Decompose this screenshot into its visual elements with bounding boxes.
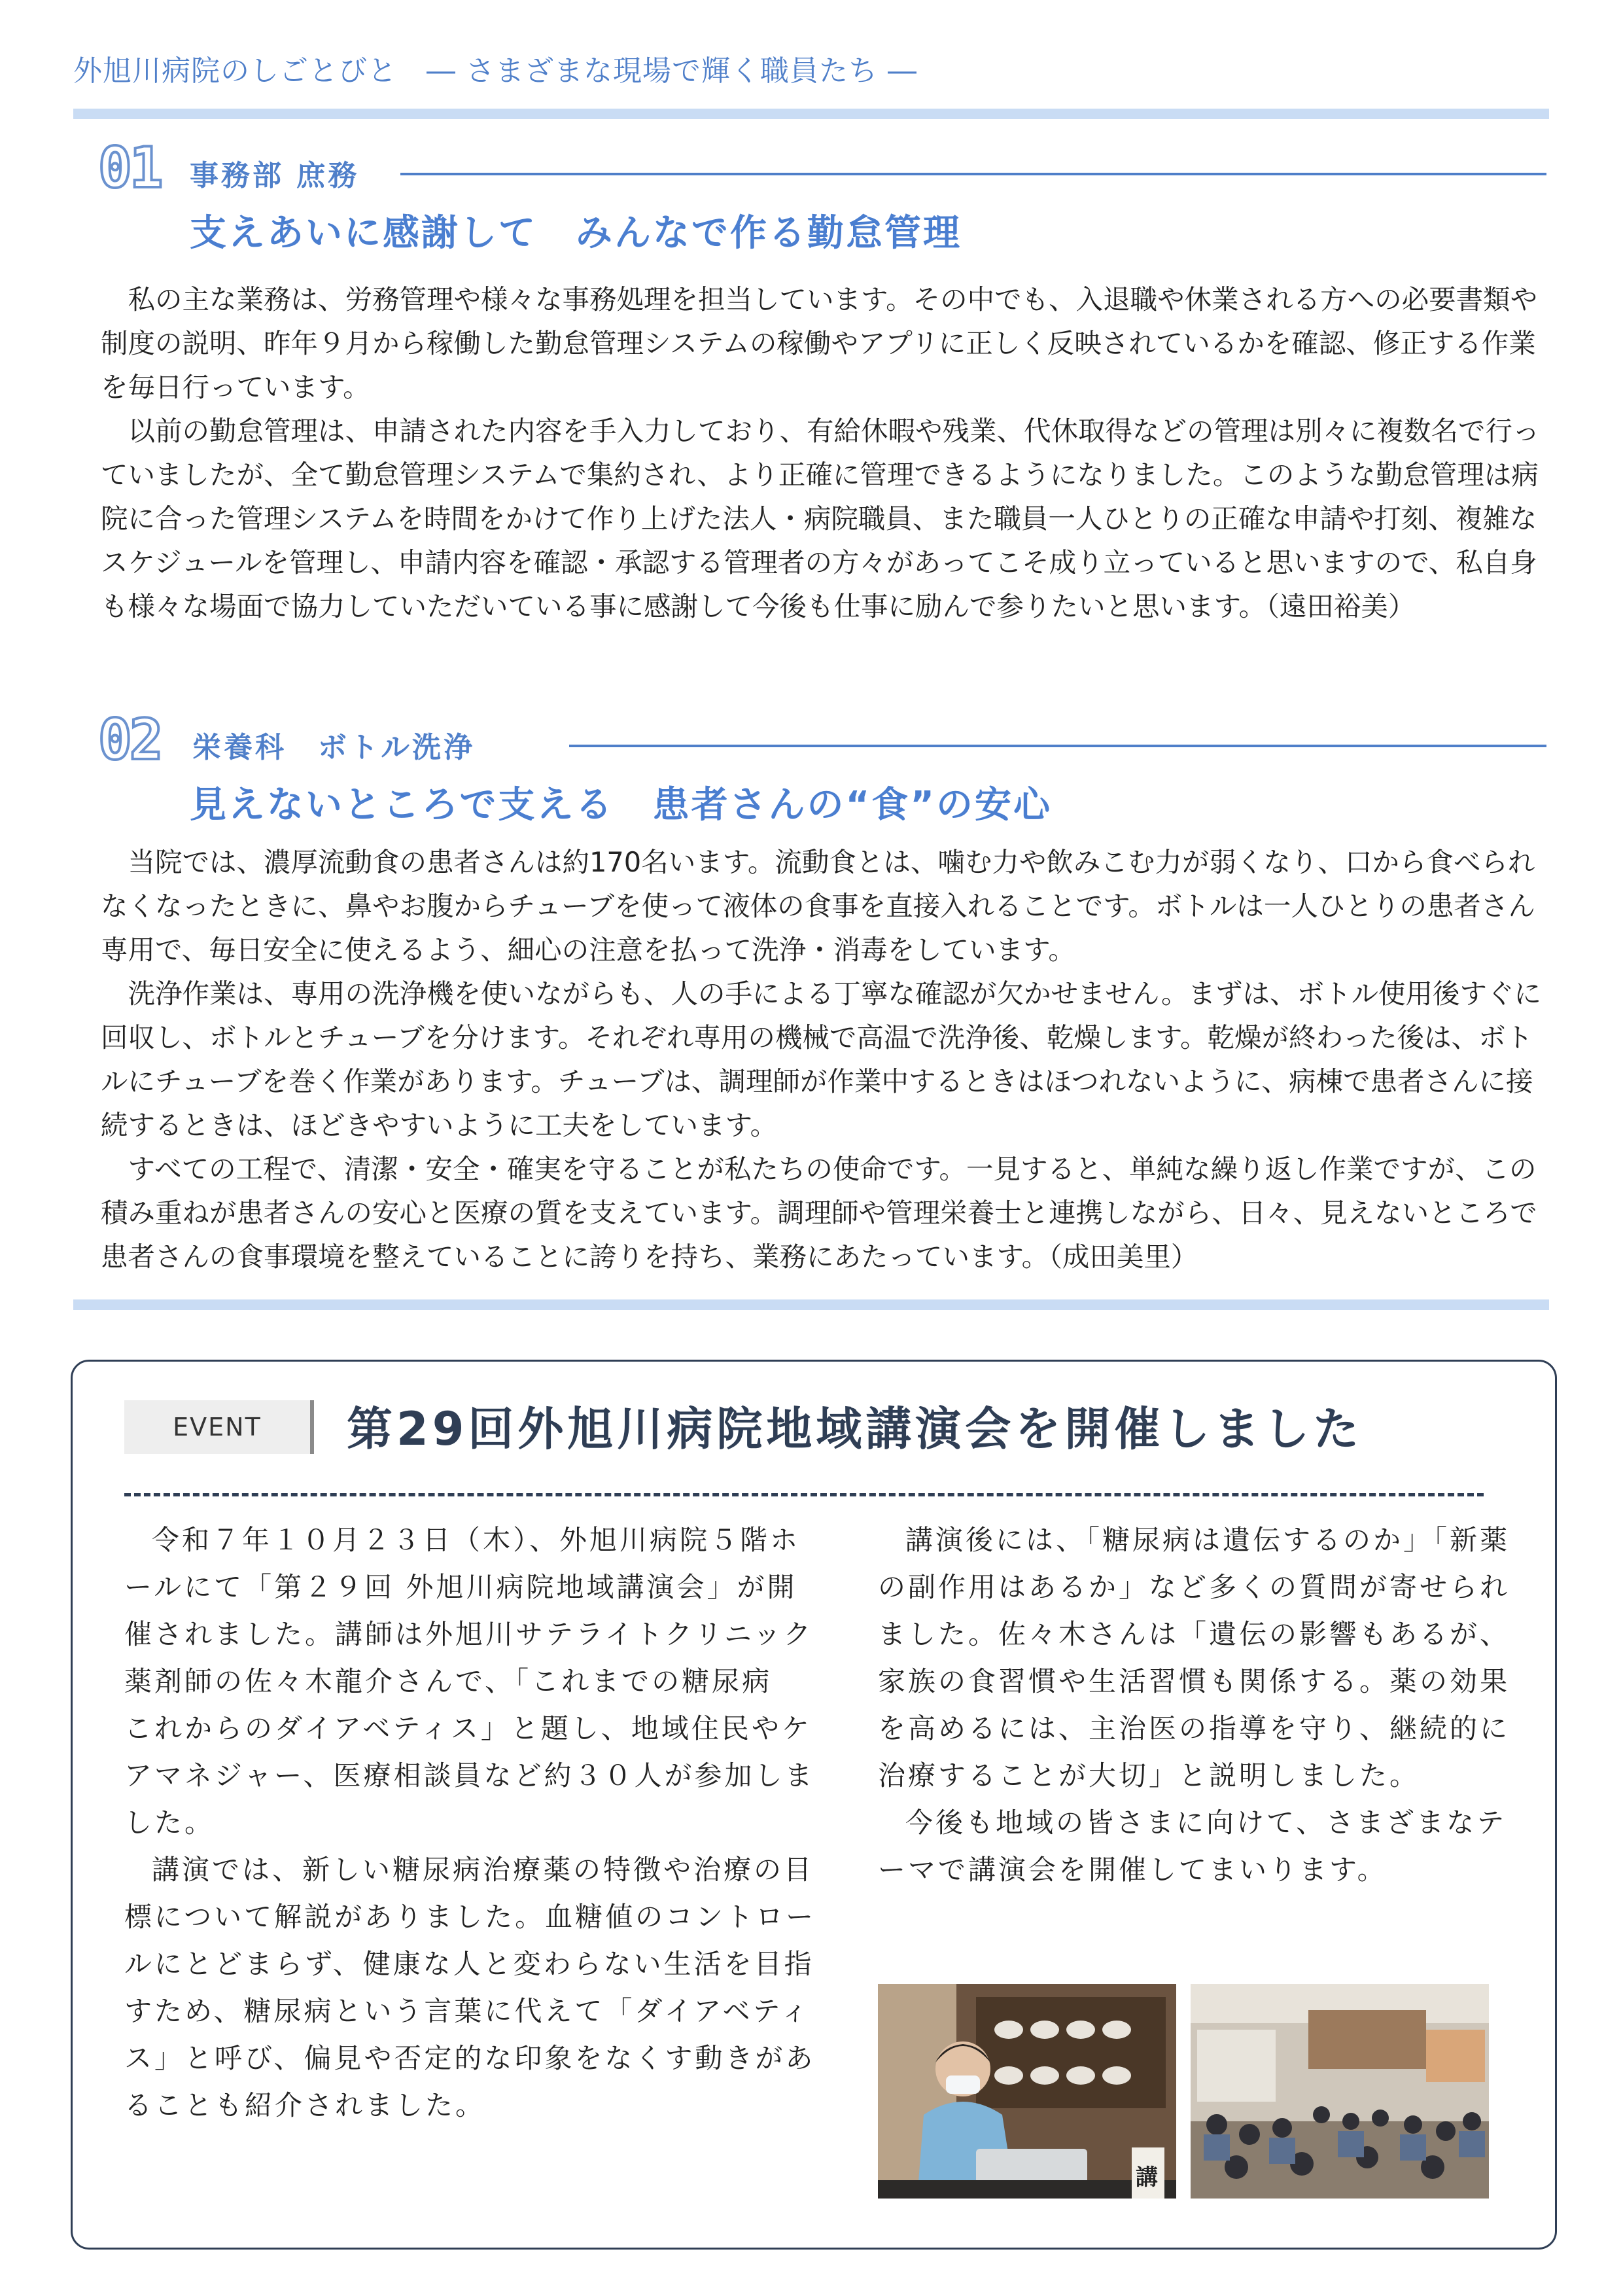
event-right-column — [878, 1517, 1512, 1894]
lecturer-photo-image — [878, 1984, 1176, 2199]
page-header-title: 外旭川病院のしごとびと ― さまざまな現場で輝く職員たち ― — [73, 54, 917, 88]
section-2-headline: 見えないところで支える 患者さんの“食”の安心 — [190, 784, 1053, 826]
event-title: 第29回外旭川病院地域講演会を開催しました — [347, 1402, 1363, 1456]
section-1-number: 01 — [98, 135, 161, 201]
event-right-paragraph: 今後も地域の皆さまに向けて、さまざまなテーマで講演会を開催してまいります。 — [878, 1807, 1507, 1886]
event-title-divider — [124, 1493, 1484, 1496]
event-tag: EVENT — [124, 1400, 314, 1454]
section-2-label: 栄養科 ボトル洗浄 — [192, 731, 475, 764]
event-left-column — [124, 1517, 819, 2129]
photo-sign-text: 講 — [1136, 2164, 1158, 2191]
event-left-paragraph: 講演では、新しい糖尿病治療薬の特徴や治療の目標について解説がありました。血糖値のコントロールにとどまらず、健康な人と変わらない生活を目指すため、糖尿病という言葉に代えて「ダイアベティス」と呼び、偏見や否定的な印象をなくす動きがあることも紹介されました。 — [124, 1854, 816, 2121]
section-1-rule — [400, 173, 1546, 175]
event-left-paragraph: 令和７年１０月２３日（木）、外旭川病院５階ホールにて「第２９回 外旭川病院地域講演会」が開催されました。講師は外旭川サテライトクリニック薬剤師の佐々木龍介さんで、「これまでの糖尿病 これからのダイアベティス」と題し、地域住民やケアマネジャー、医療相談員など約３０人が参加しました。 — [124, 1524, 815, 1839]
event-right-paragraph: 講演後には、「糖尿病は遺伝するのか」「新薬の副作用はあるか」など多くの質問が寄せられました。佐々木さんは「遺伝の影響もあるが、家族の食習慣や生活習慣も関係する。薬の効果を高めるには、主治医の指導を守り、継続的に治療することが大切」と説明しました。 — [878, 1524, 1510, 1792]
event-photo-audience — [1191, 1984, 1489, 2199]
header-divider — [73, 109, 1549, 119]
section-1-paragraph: 私の主な業務は、労務管理や様々な事務処理を担当しています。その中でも、入退職や休業される方への必要書類や制度の説明、昨年９月から稼働した勤怠管理システムの稼働やアプリに正しく反映されているかを確認、修正する作業を毎日行っています。 — [101, 283, 1538, 403]
section-1-headline: 支えあいに感謝して みんなで作る勤怠管理 — [190, 212, 962, 255]
section-1-label: 事務部 庶務 — [190, 159, 360, 192]
section-2-number: 02 — [98, 707, 161, 773]
section-2-paragraph: 当院では、濃厚流動食の患者さんは約170名います。流動食とは、噛む力や飲みこむ力が弱くなり、口から食べられなくなったときに、鼻やお腹からチューブを使って液体の食事を直接入れることです。ボトルは一人ひとりの患者さん専用で、毎日安全に使えるよう、細心の注意を払って洗浄・消毒をしています。 — [101, 846, 1535, 966]
section-1-body — [101, 277, 1549, 628]
event-photo-lecturer — [878, 1984, 1176, 2199]
audience-photo-image — [1191, 1984, 1489, 2199]
section-2-rule — [569, 745, 1546, 747]
section-2-paragraph: すべての工程で、清潔・安全・確実を守ることが私たちの使命です。一見すると、単純な繰り返し作業ですが、この積み重ねが患者さんの安心と医療の質を支えています。調理師や管理栄養士と連携しながら、日々、見えないところで患者さんの食事環境を整えていることに誇りを持ち、業務にあたっています。（成田美里） — [101, 1153, 1537, 1273]
section-2-paragraph: 洗浄作業は、専用の洗浄機を使いながらも、人の手による丁寧な確認が欠かせません。まずは、ボトル使用後すぐに回収し、ボトルとチューブを分けます。それぞれ専用の機械で高温で洗浄後、乾燥します。乾燥が終わった後は、ボトルにチューブを巻く作業があります。チューブは、調理師が作業中するときはほつれないように、病棟で患者さんに接続するときは、ほどきやすいように工夫をしています。 — [101, 978, 1541, 1141]
section-2-body — [101, 840, 1549, 1279]
section-1-paragraph: 以前の勤怠管理は、申請された内容を手入力しており、有給休暇や残業、代休取得などの管理は別々に複数名で行っていましたが、全て勤怠管理システムで集約され、より正確に管理できるようになりました。このような勤怠管理は病院に合った管理システムを時間をかけて作り上げた法人・病院職員、また職員一人ひとりの正確な申請や打刻、複雑なスケジュールを管理し、申請内容を確認・承認する管理者の方々があってこそ成り立っていると思いますので、私自身も様々な場面で協力していただいている事に感謝して今後も仕事に励んで参りたいと思います。（遠田裕美） — [101, 415, 1540, 622]
section-bottom-divider — [73, 1299, 1549, 1310]
